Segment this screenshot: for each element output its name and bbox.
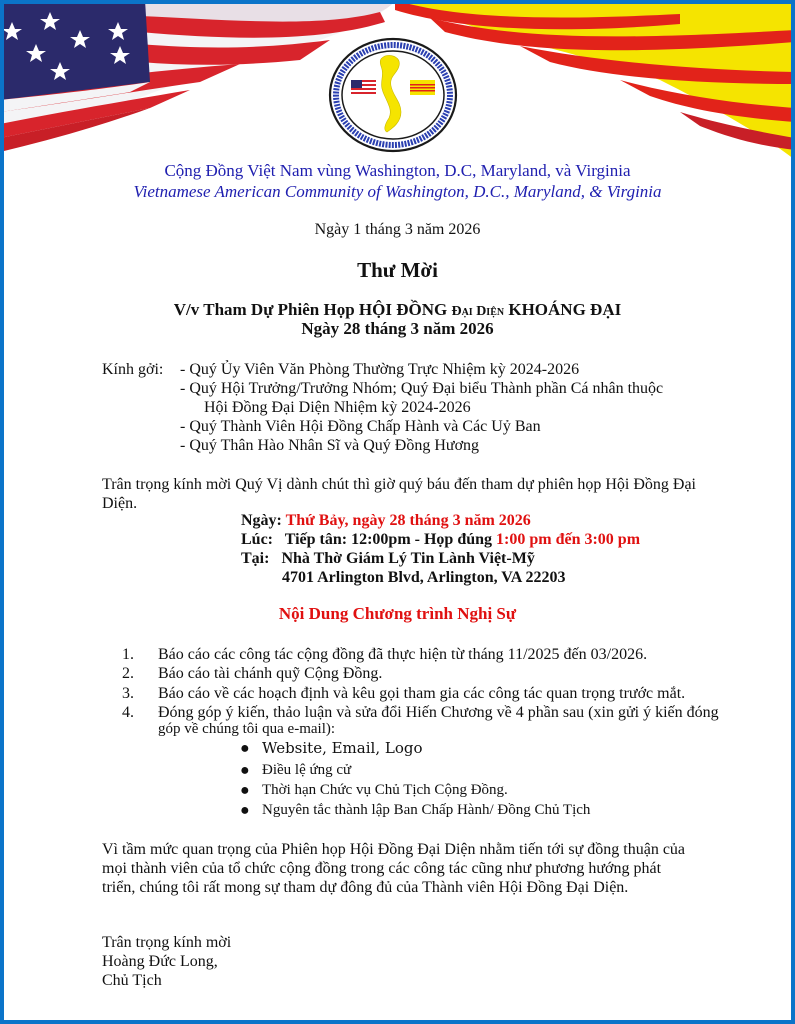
org-name-vietnamese: Cộng Đồng Việt Nam vùng Washington, D.C, Maryland, và Virginia [164,161,631,180]
us-flag-mini [351,80,376,95]
agenda-number: 2. [122,665,134,682]
closing-text: mọi thành viên của tổ chức cộng đồng trong các công tác cũng như phương hướng phát [102,860,662,877]
agenda-item: Đóng góp ý kiến, thảo luận và sửa đổi Hiến Chương về 4 phần sau (xin gửi ý kiến đóng [158,704,719,721]
bullet-icon: ● [240,762,250,779]
recipients-label: Kính gởi: [102,361,164,378]
event-time: Lúc: Tiếp tân: 12:00pm - Họp đúng 1:00 pm đến 3:00 pm [241,531,641,548]
agenda-item: Báo cáo tài chánh quỹ Cộng Đồng. [158,665,383,682]
closing-text: Vì tầm mức quan trọng của Phiên họp Hội Đồng Đại Diện nhằm tiến tới sự đồng thuận của [102,841,686,858]
agenda-subitem: Điều lệ ứng cử [262,762,352,778]
letter-title: Thư Mời [357,258,438,282]
event-date: Ngày: Thứ Bảy, ngày 28 tháng 3 năm 2026 [241,512,531,529]
agenda-item: Báo cáo về các hoạch định và kêu gọi tham gia các công tác quan trọng trước mắt. [158,685,686,702]
agenda-number: 3. [122,685,134,702]
invitation-text-continued: Diện. [102,495,138,512]
bullet-icon: ● [240,740,250,757]
agenda-subitem: Website, Email, Logo [262,739,423,757]
recipient-item: - Quý Thân Hào Nhân Sĩ và Quý Đồng Hương [180,437,480,454]
closing-text: triển, chúng tôi rất mong sự tham dự đông đủ của Thành viên Hội Đồng Đại Diện. [102,879,629,896]
org-name-english: Vietnamese American Community of Washington, D.C., Maryland, & Virginia [133,182,662,201]
vn-flag-mini [410,80,435,95]
agenda-subitem: Thời hạn Chức vụ Chủ Tịch Cộng Đồng. [262,782,508,798]
event-location: Tại: Nhà Thờ Giám Lý Tin Lành Việt-Mỹ [241,550,535,567]
signature-title: Chủ Tịch [102,972,162,989]
invitation-text: Trân trọng kính mời Quý Vị dành chút thì giờ quý báu đến tham dự phiên họp Hội Đồng Đại [102,476,696,493]
agenda-number: 4. [122,704,134,721]
meeting-date-heading: Ngày 28 tháng 3 năm 2026 [301,319,494,338]
recipient-item: - Quý Hội Trưởng/Trưởng Nhóm; Quý Đại biểu Thành phần Cá nhân thuộc [180,380,664,397]
signature-salutation: Trân trọng kính mời [102,934,232,951]
recipient-item: - Quý Ủy Viên Văn Phòng Thường Trực Nhiệm kỳ 2024-2026 [180,361,580,378]
letter-date: Ngày 1 tháng 3 năm 2026 [314,221,481,238]
agenda-item: Báo cáo các công tác cộng đồng đã thực hiện từ tháng 11/2025 đến 03/2026. [158,646,648,663]
signature-name: Hoàng Đức Long, [102,953,218,970]
event-address: 4701 Arlington Blvd, Arlington, VA 22203 [282,569,566,586]
bullet-icon: ● [240,782,250,799]
letter-subject: V/v Tham Dự Phiên Họp HỘI ĐỒNG Đại Diện KHOÁNG ĐẠI [173,300,622,319]
flag-banner [0,0,795,160]
recipient-item-continued: Hội Đồng Đại Diện Nhiệm kỳ 2024-2026 [204,399,471,416]
recipient-item: - Quý Thành Viên Hội Đồng Chấp Hành và Các Uỷ Ban [180,418,541,435]
bullet-icon: ● [240,802,250,819]
agenda-item-continued: góp về chúng tôi qua e-mail): [158,721,336,737]
agenda-number: 1. [122,646,134,663]
agenda-title: Nội Dung Chương trình Nghị Sự [278,604,517,623]
community-seal-logo [327,36,459,154]
agenda-subitem: Nguyên tắc thành lập Ban Chấp Hành/ Đồng Chủ Tịch [262,802,591,818]
